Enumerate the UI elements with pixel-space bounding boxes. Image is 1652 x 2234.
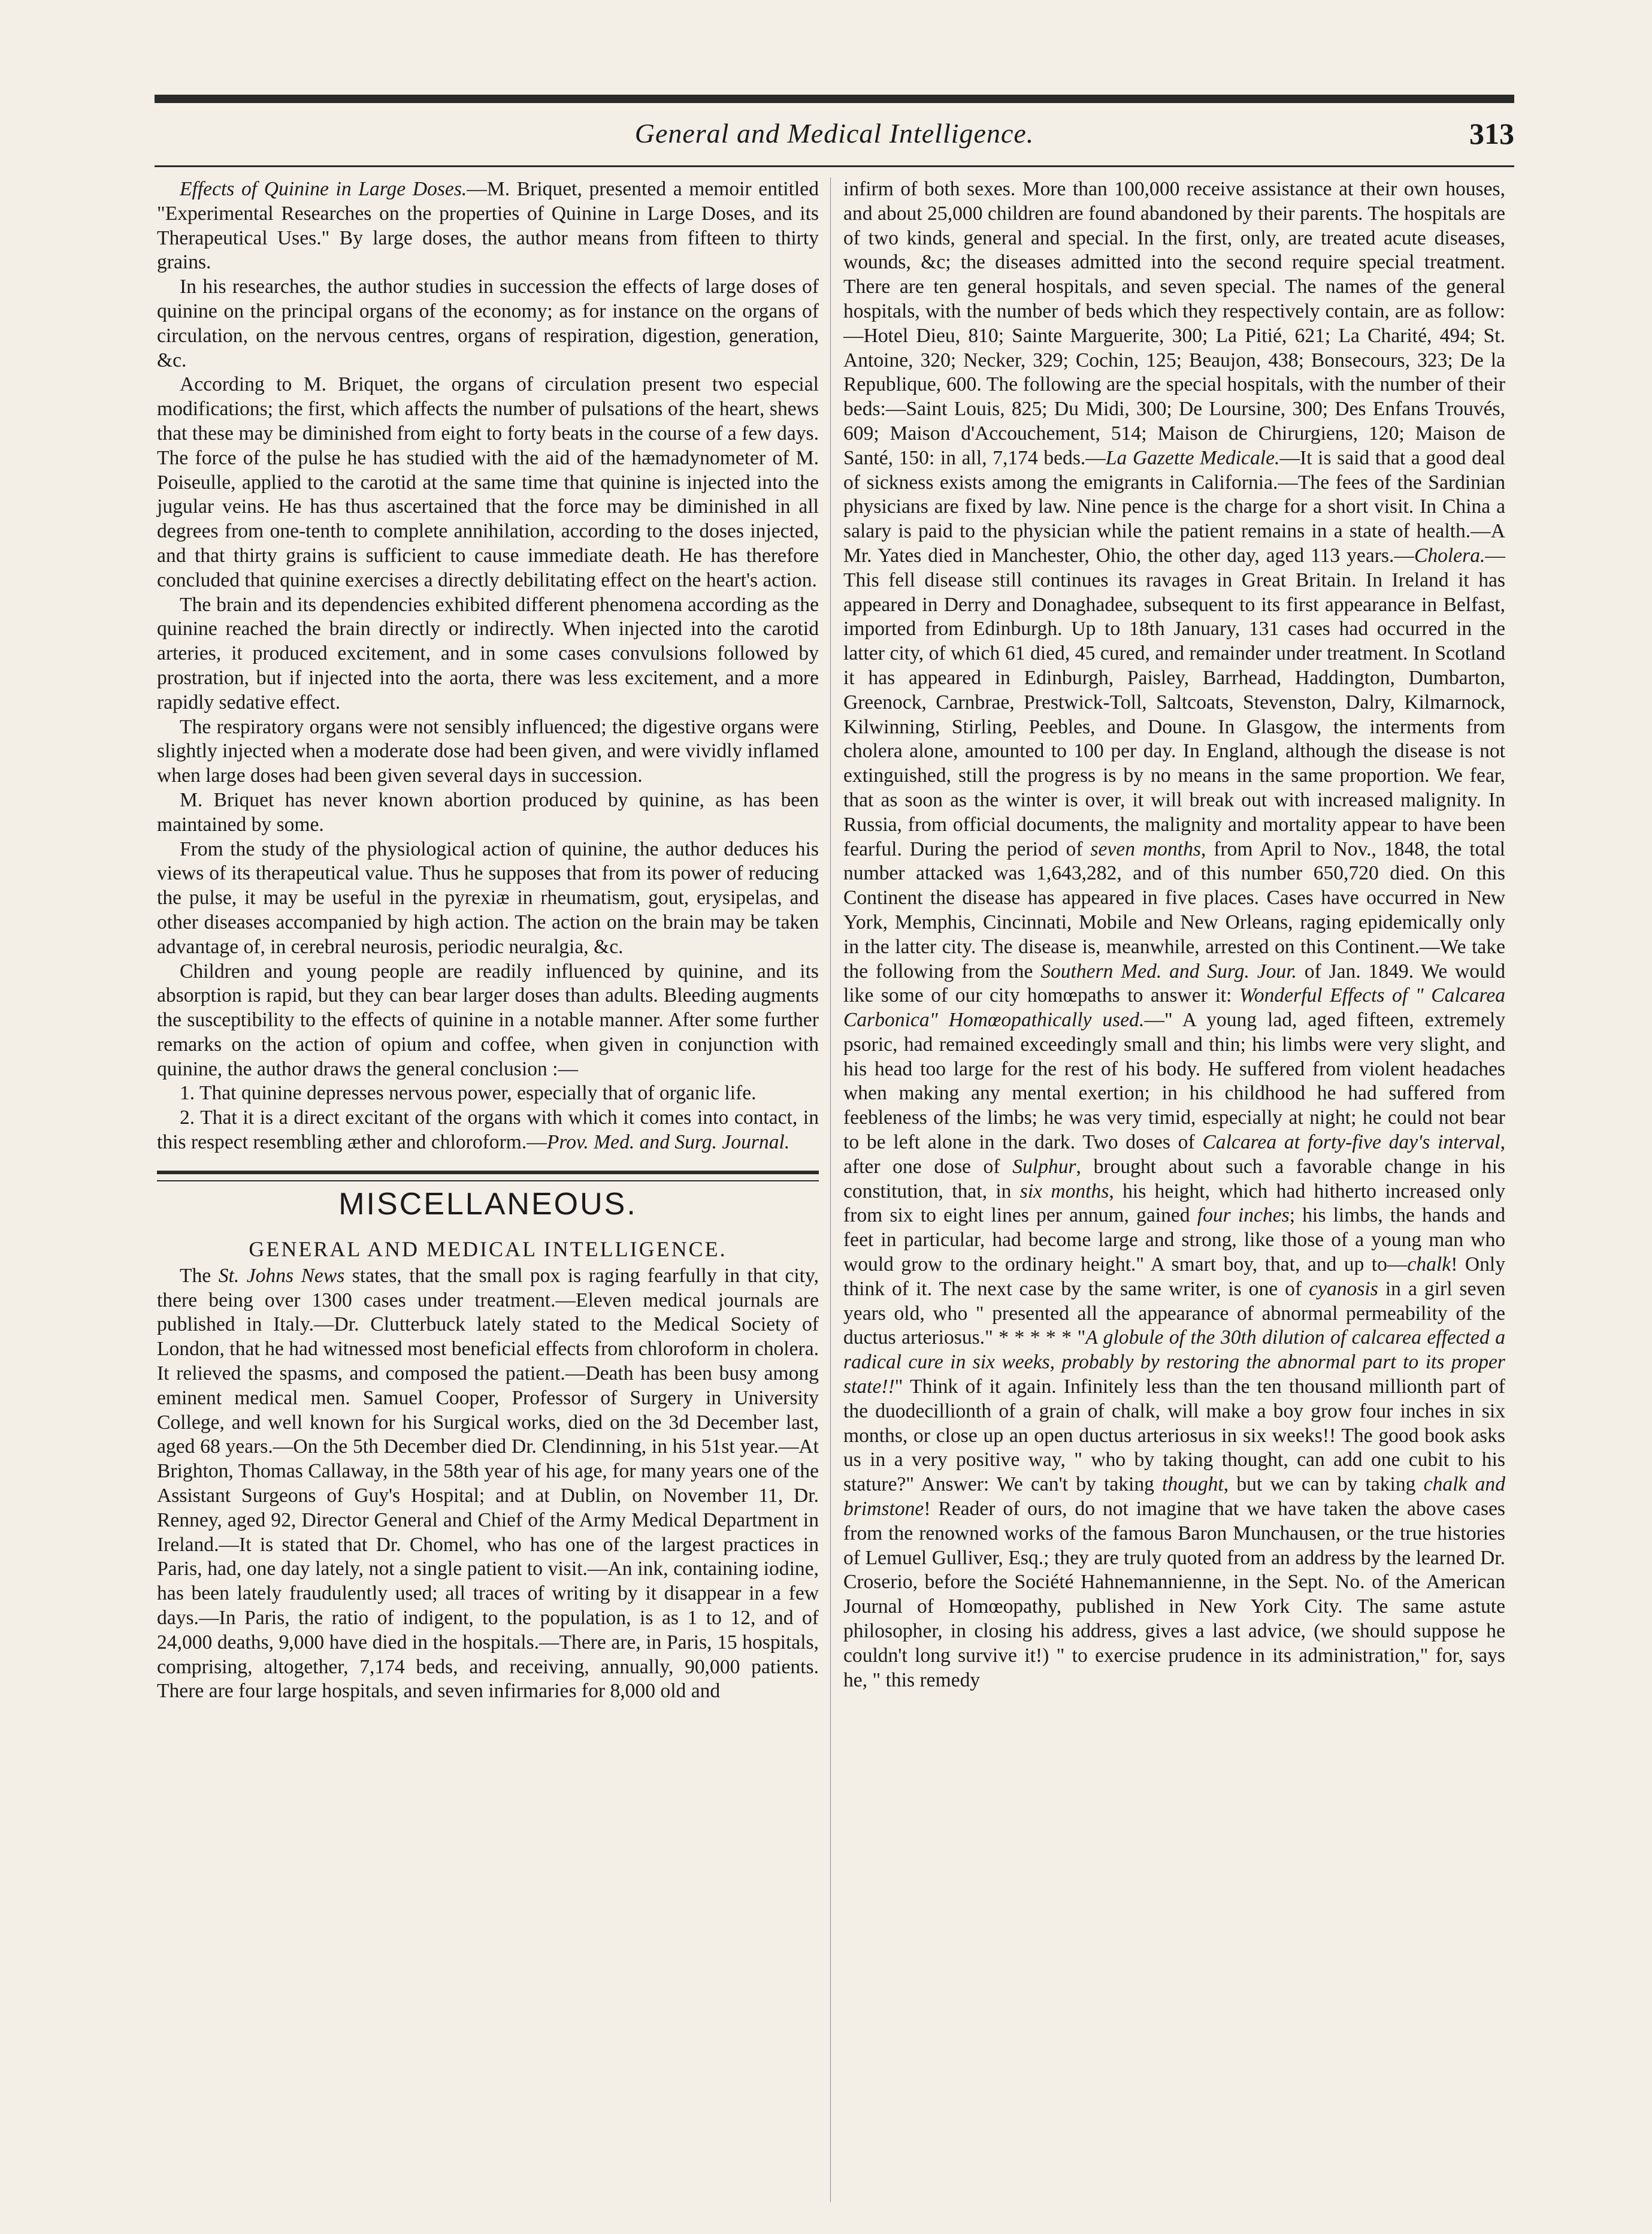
wonderful-effects-title: Wonderful Effects of " Calcarea Carbonica" Homœopathically used. [843,984,1506,1032]
sulphur-emphasis: Sulphur [1012,1155,1076,1178]
article-lead: Effects of Quinine in Large Doses. [180,178,467,200]
quinine-paragraph-4: The brain and its dependencies exhibited different phenomena according as the quinine reached the brain directly or indirectly. When injected into the carotid arteries, it produced excitement, and in some cases convulsions followed by prostration, but if injected into the aorta, there was less excitement, and a more rapidly sedative effect. [157,593,819,714]
page-number: 313 [1469,117,1514,150]
calcarea-emphasis: Calcarea at forty-five day's interval [1202,1131,1500,1154]
newspaper-name: St. Johns News [218,1264,345,1287]
left-column [157,177,819,1704]
r-text-15: ! Reader of ours, do not imagine that we have taken the above cases from the renowned works of the famous Baron Munchausen, or the true histories of Lemuel Gulliver, Esq.; they are truly quoted from an address by the learned Dr. Croserio, before the Société Hahnemannienne, in the Sept. No. of the American Journal of Homœopathy, published in New York City. The same astute philosopher, in closing his address, gives a last advice, (we should suppose he couldn't long survive it!) " to exercise prudence in its administration," for, says he, " this remedy [843,1498,1505,1691]
running-head [155,114,1514,162]
globule-quote: A globule of the 30th dilution of calcarea effected a radical cure in six weeks, probably by restoring the abnormal part to its proper state!! [843,1326,1505,1398]
r-text-8: , brought about such a favorable change in his constitution, that, in [843,1155,1505,1202]
quinine-paragraph-3: According to M. Briquet, the organs of circulation present two especial modifications; the first, which affects the number of pulsations of the heart, shews that these may be diminished from eight to forty beats in the course of a few days. The force of the pulse he has studied with the aid of the hæmadynometer of M. Poiseulle, applied to the carotid at the same time that quinine is injected into the jugular veins. He has thus ascertained that the force may be diminished in all degrees from one-tenth to complete annihilation, according to the doses injected, and that thirty grains is sufficient to cause immediate death. He has therefore concluded that quinine exercises a directly debilitating effect on the heart's action. [157,373,819,591]
journal-citation: Southern Med. and Surg. Jour. [1040,960,1297,983]
cholera-heading: Cholera. [1414,544,1485,567]
r-text-1: infirm of both sexes. More than 100,000 receive assistance at their own houses, and about 25,000 children are found abandoned by their parents. The hospitals are of two kinds, general and special. In the first, only, are treated acute diseases, wounds, &c; the diseases admitted into the second require special treatment. There are ten general hospitals, and seven special. The names of the general hospitals, with the number of beds which they respectively contain, are as follow:—Hotel Dieu, 810; Sainte Marguerite, 300; La Pitié, 621; La Charité, 494; St. Antoine, 320; Necker, 329; Cochin, 125; Beaujon, 438; Bonsecours, 323; De la Republique, 600. The following are the special hospitals, with the number of their beds:—Saint Louis, 825; Du Midi, 300; De Loursine, 300; Des Enfans Trouvés, 609; Maison d'Accouchement, 514; Maison de Chirurgiens, 120; Maison de Santé, 150: in all, 7,174 beds.— [843,178,1505,469]
quinine-paragraph-5: The respiratory organs were not sensibly influenced; the digestive organs were slightly injected when a moderate dose had been given, and were vividly inflamed when large doses had been given several days in succession. [157,715,819,787]
r-text-9: , his height, which had hitherto increased only from six to eight lines per annum, gained [843,1180,1505,1227]
misc-paragraph [157,1264,819,1704]
head-rule [155,165,1514,167]
r-text-11: ! Only think of it. The next case by the same writer, is one of [843,1253,1505,1300]
running-title: General and Medical Intelligence. [634,118,1034,149]
r-text-14: , but we can by taking [1223,1473,1424,1496]
source-citation: Prov. Med. and Surg. Journal. [546,1131,790,1154]
four-inches-emphasis: four inches [1197,1204,1290,1227]
quinine-conclusion-2 [157,1106,819,1155]
r-text-10: ; his limbs, the hands and feet in particular, had become large and strong, like those of a young man who would grow to the ordinary height." A smart boy, that, and up to— [843,1204,1506,1276]
r-text-2: —It is said that a good deal of sickness exists among the emigrants in California.—The fees of the Sardinian physicians are fixed by law. Nine pence is the charge for a short visit. In China a salary is paid to the physician while the patient remains in a state of health.—A Mr. Yates died in Manchester, Ohio, the other day, aged 113 years.— [843,446,1505,567]
quinine-conclusion-1: 1. That quinine depresses nervous power, especially that of organic life. [180,1082,757,1105]
misc-text-b: states, that the small pox is raging fearfully in that city, there being over 1300 cases under treatment.—Eleven medical journals are published in Italy.—Dr. Clutterbuck lately stated to the Medical Society of London, that he had witnessed most beneficial effects from chloroform in cholera. It relieved the spasms, and composed the patient.—Death has been busy among eminent medical men. Samuel Cooper, Professor of Surgery in University College, and well known for his Surgical works, died on the 3d December last, aged 68 years.—On the 5th December died Dr. Clendinning, in his 51st year.—At Brighton, Thomas Callaway, in the 58th year of his age, for many years one of the Assistant Surgeons of Guy's Hospital; and at Dublin, on November 11, Dr. Renney, aged 92, Director General and Chief of the Army Medical Department in Ireland.—It is stated that Dr. Chomel, who has one of the largest practices in Paris, had, one day lately, not a single patient to visit.—An ink, containing iodine, has been lately fraudulently used; all traces of writing by it disappear in a few days.—In Paris, the ratio of indigent, to the population, is as 1 to 12, and of 24,000 deaths, 9,000 have died in the hospitals.—There are, in Paris, 15 hospitals, comprising, altogether, 7,174 beds, and receiving, annually, 90,000 patients. There are four large hospitals, and seven infirmaries for 8,000 old and [157,1264,819,1703]
column-divider [830,177,831,2202]
section-rule [157,1171,819,1181]
r-text-7: , after one dose of [843,1131,1505,1178]
seven-months-emphasis: seven months [1090,838,1201,860]
quinine-paragraph-7: From the study of the physiological action of quinine, the author deduces his views of its therapeutical value. Thus he supposes that from its power of reducing the pulse, it may be useful in the pyrexiæ in rheumatism, gout, erysipelas, and other diseases accompanied by high action. The action on the brain may be taken advantage of, in cerebral neurosis, periodic neuralgia, &c. [157,838,819,958]
brimstone-emphasis: chalk and brimstone [843,1473,1505,1520]
quinine-paragraph-6: M. Briquet has never known abortion produced by quinine, as has been maintained by some. [157,788,819,836]
r-text-12: in a girl seven years old, who " presented all the appearance of abnormal permeability of the ductus arteriosus." * * * * * " [843,1277,1505,1349]
conclusion-2-text: 2. That it is a direct excitant of the organs with which it comes into contact, in this respect resembling æther and chloroform.— [157,1107,819,1154]
misc-text-a: The [180,1264,219,1287]
top-rule [155,95,1514,103]
section-title: MISCELLANEOUS. [338,1186,637,1222]
subsection-title: GENERAL AND MEDICAL INTELLIGENCE. [249,1237,727,1261]
r-text-4: , from April to Nov., 1848, the total number attacked was 1,643,282, and of this number 650,720 died. On this Continent the disease has appeared in five places. Cases have occurred in New York, Memphis, Cincinnati, Mobile and New Orleans, raging epidemically only in the latter city. The disease is, meanwhile, arrested on this Continent.—We take the following from the [843,838,1505,983]
r-text-3: —This fell disease still continues its ravages in Great Britain. In Ireland it has appeared in Derry and Donaghadee, subsequent to its first appearance in Belfast, imported from Edinburgh. Up to 18th January, 131 cases had occurred in the latter city, of which 61 died, 45 cured, and remainder under treatment. In Scotland it has appeared in Edinburgh, Paisley, Barrhead, Haddington, Dumbarton, Greenock, Carnbrae, Prestwick-Toll, Saltcoats, Stevenston, Dalry, Kilmarnock, Kilwinning, Stirling, Peebles, and Doune. In Glasgow, the interments from cholera alone, amounted to 100 per day. In England, although the disease is not extinguished, still the progress is by no means in the same proportion. We fear, that as soon as the winter is over, it will break out with increased malignity. In Russia, from official documents, the malignity and mortality appear to have been fearful. During the period of [843,544,1505,860]
right-column [843,177,1505,1692]
r-text-6: —" A young lad, aged fifteen, extremely psoric, had remained exceedingly small and thin; his limbs were very slight, and his head too large for the rest of his body. He suffered from violent headaches when making any mental exertion; in his childhood he had suffered from feebleness of the limbs; he was very timid, especially at night; he could not bear to be left alone in the dark. Two doses of [843,1009,1505,1154]
quinine-intro-text: —M. Briquet, presented a memoir entitled "Experimental Researches on the properties of Quinine in Large Doses, and its Therapeutical Uses." By large doses, the author means from fifteen to thirty grains. [157,178,819,274]
r-text-13: " Think of it again. Infinitely less than the ten thousand millionth part of the duodecillionth of a grain of chalk, will make a boy grow four inches in six months, or close up an open ductus arteriosus in six weeks!! The good book asks us in a very positive way, " who by taking thought, can add one cubit to his stature?" Answer: We can't by taking [843,1376,1505,1496]
quinine-paragraph-2: In his researches, the author studies in succession the effects of large doses of quinine on the principal organs of the economy; as for instance on the organs of circulation, on the nervous centres, organs of respiration, digestion, generation, &c. [157,276,819,371]
thought-emphasis: thought [1162,1473,1224,1496]
six-months-emphasis: six months [1019,1180,1109,1202]
quinine-paragraph-1 [157,177,819,275]
cyanosis-emphasis: cyanosis [1309,1277,1378,1300]
continued-paragraph [843,177,1505,1692]
quinine-paragraph-8: Children and young people are readily influenced by quinine, and its absorption is rapid, but they can bear larger doses than adults. Bleeding augments the susceptibility to the effects of quinine in a notable manner. After some further remarks on the action of opium and coffee, when given in conjunction with quinine, the author draws the general conclusion :— [157,960,819,1080]
chalk-emphasis: chalk [1407,1253,1451,1276]
gazette-citation: La Gazette Medicale. [1105,446,1280,469]
r-text-5: of Jan. 1849. We would like some of our city homœpaths to answer it: [843,960,1505,1007]
